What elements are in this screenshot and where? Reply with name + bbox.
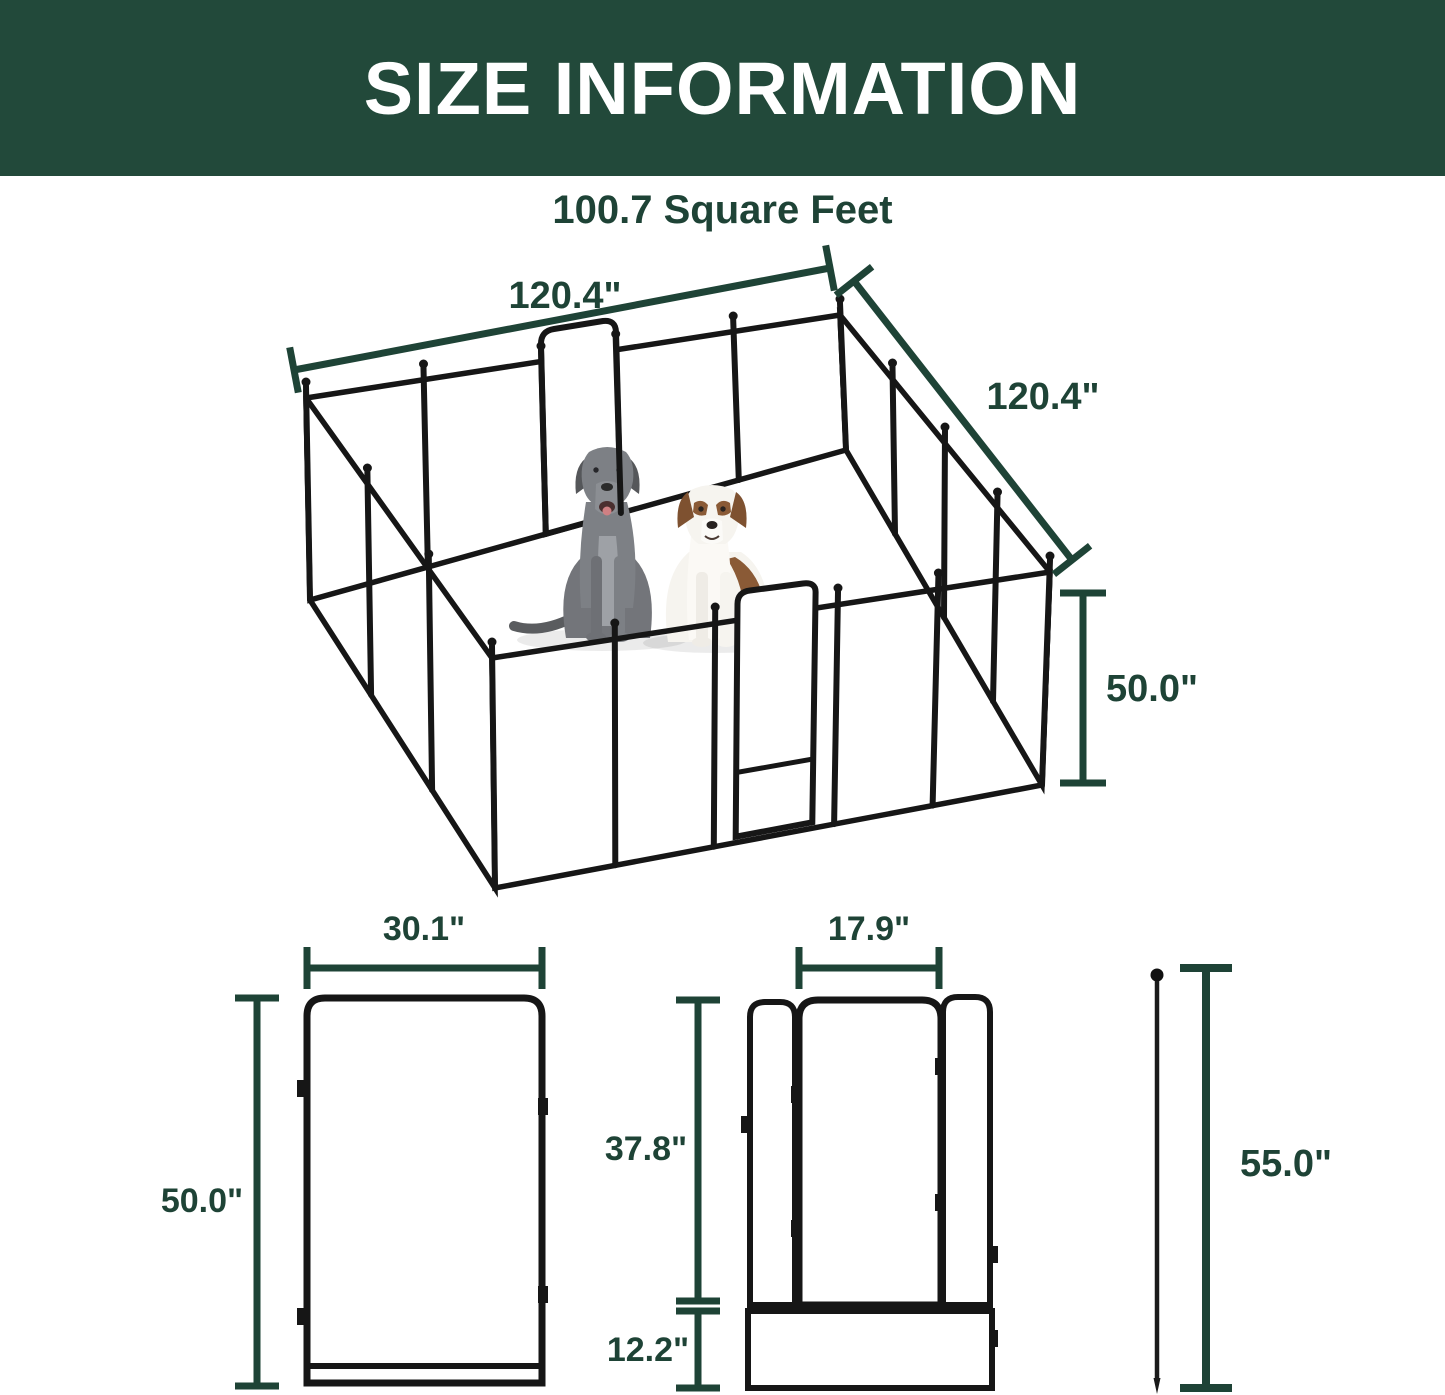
stake-diagram: [1151, 968, 1332, 1394]
dimension-pen-depth: [836, 267, 1100, 574]
stake-height-label: 55.0": [1240, 1143, 1332, 1185]
pen-front-gate-door: [736, 583, 816, 836]
dimension-gate-height: [605, 1000, 720, 1301]
panel-width-label: 30.1": [382, 910, 466, 948]
stake-tip: [1154, 1378, 1161, 1394]
gate-left-strip: [750, 1002, 795, 1305]
gate-bottom-label: 12.2": [606, 1331, 690, 1369]
dimension-gate-width: [799, 910, 939, 989]
gate-width-label: 17.9": [827, 910, 911, 948]
dimension-panel-height: [161, 998, 279, 1386]
dimension-stake-height: [1180, 968, 1332, 1388]
dimension-gate-bottom: [607, 1311, 720, 1388]
dog-great-dane: [514, 447, 652, 642]
gate-right-strip: [943, 997, 990, 1305]
panel-outline: [307, 998, 542, 1383]
pen-width-label: 120.4": [508, 275, 622, 317]
pen-depth-label: 120.4": [986, 376, 1100, 418]
area-subtitle: 100.7 Square Feet: [552, 188, 893, 232]
panel-height-label: 50.0": [160, 1182, 244, 1220]
pen-wall-front-left: [306, 398, 495, 888]
stake-head: [1151, 969, 1164, 982]
panel-diagram: [161, 910, 548, 1386]
gate-diagram: [605, 910, 998, 1388]
pen-height-label: 50.0": [1106, 668, 1198, 710]
dimension-panel-width: [307, 910, 542, 989]
pen-illustration: [290, 245, 1198, 888]
gate-height-label: 37.8": [604, 1130, 688, 1168]
gate-door: [799, 1000, 941, 1305]
dimension-pen-height: [1060, 593, 1198, 783]
page-title: SIZE INFORMATION: [363, 46, 1082, 130]
gate-bottom-panel: [748, 1311, 992, 1388]
